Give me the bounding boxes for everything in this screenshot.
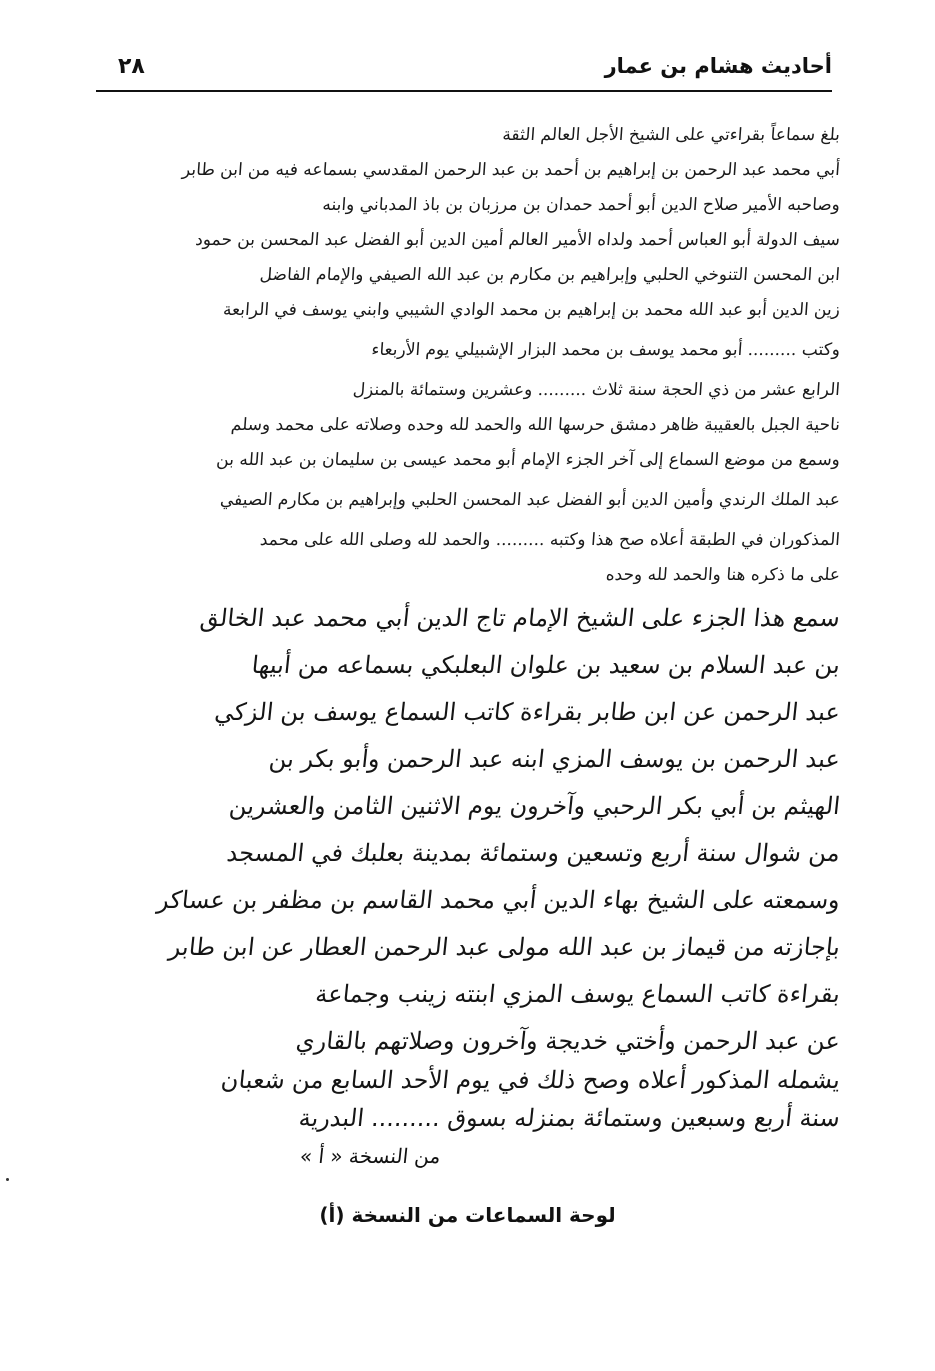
running-head — [96, 50, 832, 92]
manuscript-line: وكتب ......... أبو محمد يوسف بن محمد البزار الإشبيلي يوم الأربعاء — [370, 340, 841, 360]
manuscript-line: عبد الرحمن عن ابن طابر بقراءة كاتب السماع يوسف بن الزكي — [213, 698, 842, 726]
manuscript-line: عن عبد الرحمن وأختي خديجة وآخرون وصلاتهم بالقاري — [294, 1027, 842, 1055]
samaat-block-lower — [110, 596, 840, 1166]
book-title: أحاديث هشام بن عمار — [604, 54, 832, 78]
manuscript-line: يشمله المذكور أعلاه وصح ذلك في يوم الأحد السابع من شعبان — [219, 1066, 842, 1094]
manuscript-line: سمع هذا الجزء على الشيخ الإمام تاج الدين أبي محمد عبد الخالق — [198, 604, 842, 632]
manuscript-line: الرابع عشر من ذي الحجة سنة ثلاث ......... وعشرين وستمائة بالمنزل — [352, 380, 841, 400]
manuscript-line: بإجازته من قيماز بن عبد الله مولى عبد الرحمن العطار عن ابن طابر — [167, 933, 842, 961]
manuscript-line: بن عبد السلام بن سعيد بن علوان البعلبكي بسماعه من أبيها — [250, 651, 842, 679]
manuscript-line: بقراءة كاتب السماع يوسف المزي ابنته زينب وجماعة — [314, 980, 842, 1008]
manuscript-line: وصاحبه الأمير صلاح الدين أبو أحمد حمدان بن مرزبان بن باذ المدباني وابنه — [321, 195, 841, 215]
manuscript-line: بلغ سماعاً بقراءتي على الشيخ الأجل العالم الثقة — [501, 125, 841, 145]
page-number: ٢٨ — [118, 54, 145, 79]
samaat-block-upper — [170, 120, 840, 600]
manuscript-line: عبد الرحمن بن يوسف المزي ابنه عبد الرحمن وأبو بكر بن — [267, 745, 842, 773]
manuscript-line: المذكوران في الطبقة أعلاه صح هذا وكتبه ......... والحمد لله وصلى الله على محمد — [259, 530, 841, 550]
manuscript-line: زين الدين أبو عبد الله محمد بن إبراهيم بن محمد الوادي الشيبي وابني يوسف في الرابعة — [222, 300, 841, 320]
manuscript-line: من شوال سنة أربع وتسعين وستمائة بمدينة بعلبك في المسجد — [225, 839, 842, 867]
manuscript-line: سيف الدولة أبو العباس أحمد ولداه الأمير العالم أمين الدين أبو الفضل عبد المحسن بن حمود — [194, 230, 841, 250]
manuscript-line: على ما ذكره هنا والحمد لله وحده — [605, 565, 841, 585]
manuscript-line: وسمع من موضع السماع إلى آخر الجزء الإمام أبو محمد عيسى بن سليمان بن عبد الله بن — [215, 450, 841, 470]
nuskha-mark: من النسخة « أ » — [298, 1144, 442, 1168]
manuscript-line: عبد الملك الرندي وأمين الدين أبو الفضل عبد المحسن الحلبي وإبراهيم بن مكارم الصيفي — [219, 490, 841, 510]
manuscript-line: سنة أربع وسبعين وستمائة بمنزله بسوق ......... البدرية — [297, 1104, 842, 1132]
manuscript-line: ناحية الجبل بالعقيبة ظاهر دمشق حرسها الله والحمد لله وحده وصلاته على محمد وسلم — [230, 415, 841, 435]
manuscript-line: وسمعته على الشيخ بهاء الدين أبي محمد القاسم بن مظفر بن عساكر — [155, 886, 842, 914]
figure-caption: لوحة السماعات من النسخة (أ) — [319, 1203, 616, 1227]
manuscript-line: الهيثم بن أبي بكر الرحبي وآخرون يوم الاثنين الثامن والعشرين — [227, 792, 842, 820]
scan-speck — [6, 1178, 9, 1181]
manuscript-image — [100, 108, 840, 1183]
manuscript-line: أبي محمد عبد الرحمن بن إبراهيم بن أحمد بن عبد الرحمن المقدسي بسماعه فيه من ابن طابر — [181, 160, 841, 180]
manuscript-line: ابن المحسن التنوخي الحلبي وإبراهيم بن مكارم بن عبد الله الصيفي والإمام الفاضل — [259, 265, 841, 285]
